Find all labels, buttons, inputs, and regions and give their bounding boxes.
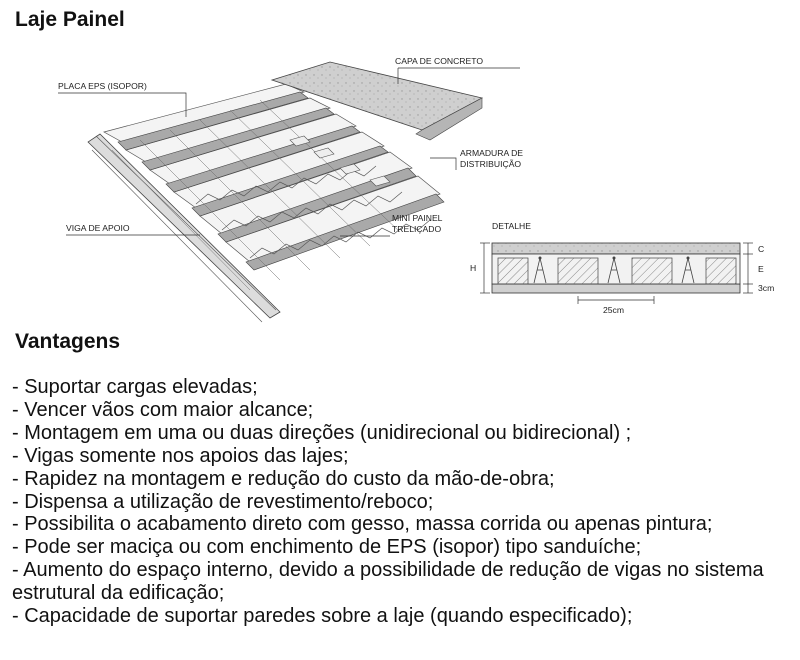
list-item: - Suportar cargas elevadas;: [12, 376, 792, 399]
detail-c: C: [758, 244, 765, 254]
advantages-title: Vantagens: [15, 330, 121, 353]
page-title: Laje Painel: [15, 8, 125, 31]
detail-h: H: [470, 263, 477, 273]
label-armadura-1: ARMADURA DE: [460, 148, 524, 158]
list-item: - Montagem em uma ou duas direções (unidirecional ou bidirecional) ;: [12, 422, 792, 445]
label-placa: PLACA EPS (ISOPOR): [58, 81, 147, 91]
list-item: - Vencer vãos com maior alcance;: [12, 399, 792, 422]
detail-title: DETALHE: [492, 221, 531, 231]
detail-e: E: [758, 264, 764, 274]
label-viga: VIGA DE APOIO: [66, 223, 130, 233]
list-item: - Possibilita o acabamento direto com gesso, massa corrida ou apenas pintura;: [12, 513, 792, 536]
label-mini-1: MINI PAINEL: [392, 213, 443, 223]
list-item: - Capacidade de suportar paredes sobre a laje (quando especificado);: [12, 605, 792, 628]
detail-section: [470, 221, 774, 315]
label-armadura-2: DISTRIBUIÇÃO: [460, 159, 522, 169]
label-mini-2: TRELIÇADO: [392, 224, 442, 234]
list-item: - Pode ser maciça ou com enchimento de EPS (isopor) tipo sanduíche;: [12, 536, 792, 559]
label-capa: CAPA DE CONCRETO: [395, 56, 484, 66]
list-item: - Vigas somente nos apoios das lajes;: [12, 445, 792, 468]
list-item: - Dispensa a utilização de revestimento/reboco;: [12, 491, 792, 514]
detail-spacing: 25cm: [603, 305, 625, 315]
list-item: - Rapidez na montagem e redução do custo da mão-de-obra;: [12, 468, 792, 491]
detail-bottom: 3cm: [758, 283, 775, 293]
advantages-list: [12, 376, 792, 628]
isometric-slab: [88, 62, 482, 322]
list-item: - Aumento do espaço interno, devido a possibilidade de redução de vigas no sistema estrutural da edificação;: [12, 559, 792, 605]
